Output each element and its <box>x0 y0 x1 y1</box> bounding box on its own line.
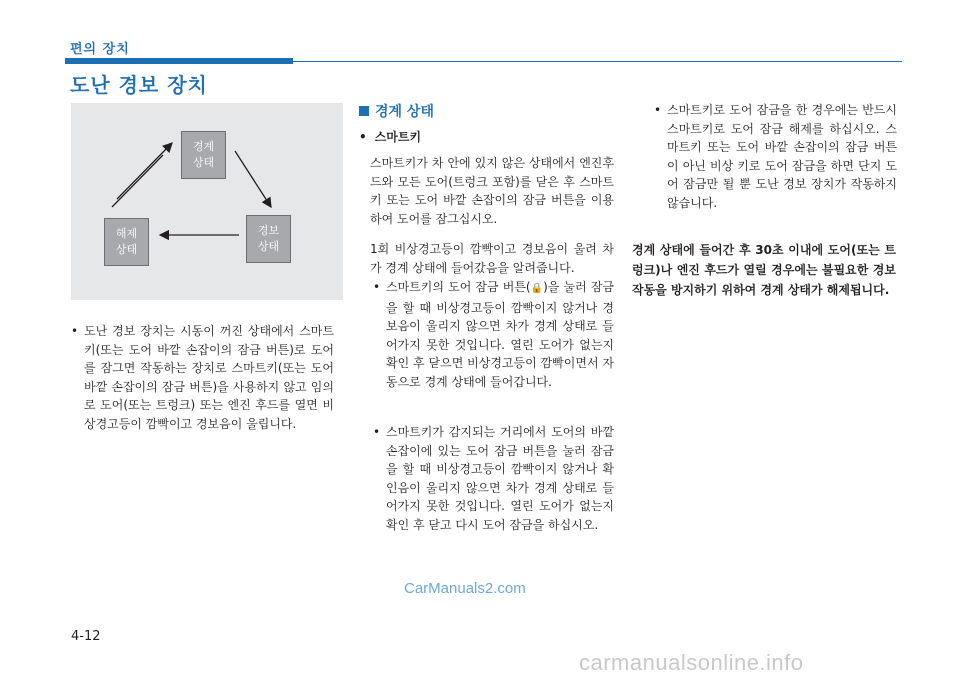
bullet-marker: • <box>373 425 381 439</box>
left-description-text: 도난 경보 장치는 시동이 꺼진 상태에서 스마트키(또는 도어 바깥 손잡이의 잠금 버튼)로 도어를 잠그면 작동하는 장치로 스마트키(또는 도어 바깥 손잡이의 잠금 버튼)을 사용하지 않고 임의로 도어(또는 트렁크) 또는 엔진 후드를 열면 비상경고등이 깜빡이고 경보음이 울립니다. <box>84 324 334 431</box>
watermark-carmanuals2: CarManuals2.com <box>404 580 526 597</box>
bullet-1-text-after: )을 눌러 잠금을 할 때 비상경고등이 깜빡이지 않거나 경보음이 울리지 않으면 차가 경계 상태로 들어가지 못한 것입니다. 열린 도어가 없는지 확인 후 닫으면 비상경고등이 깜빡이면서 자동으로 경계 상태에 들어갑니다. <box>386 280 614 389</box>
page-title: 도난 경보 장치 <box>70 73 208 97</box>
left-description <box>71 322 334 433</box>
square-bullet-icon <box>359 106 369 116</box>
subsection-title: 스마트키 <box>374 130 422 144</box>
arrow-release-to-alarm <box>117 143 172 199</box>
state-warning-box <box>246 215 291 263</box>
smartkey-bullet-1-text <box>386 278 614 391</box>
arrow-alarm-to-release <box>112 155 163 207</box>
state-release-line2: 상태 <box>115 243 138 256</box>
state-warning-line1: 경보 <box>257 224 280 237</box>
bullet-marker: • <box>373 280 381 294</box>
state-alarm-line2: 상태 <box>192 156 215 169</box>
bullet-marker: • <box>654 103 662 117</box>
smartkey-note <box>370 240 614 277</box>
state-alarm-box <box>181 131 226 179</box>
section-title-alarm-state <box>359 101 434 121</box>
alarm-release-warning: 경계 상태에 들어간 후 30초 이내에 도어(또는 트렁크)나 엔진 후드가 열릴 경우에는 불필요한 경보 작동을 방지하기 위하여 경계 상태가 해제됩니다. <box>632 243 896 297</box>
state-release-box <box>104 218 149 266</box>
header-accent-bar <box>65 58 293 64</box>
header-rule <box>293 61 902 62</box>
bullet-1-text-before: 스마트키의 도어 잠금 버튼( <box>386 280 531 294</box>
bullet-marker: • <box>71 324 79 338</box>
page-number: 4-12 <box>71 629 101 644</box>
section-title-text: 경계 상태 <box>375 104 434 120</box>
subsection-smartkey <box>359 128 421 145</box>
state-warning-line2: 상태 <box>257 240 280 253</box>
watermark-carmanualsonline: carmanualsonline.info <box>579 650 804 675</box>
right-bullet-1 <box>654 101 897 212</box>
smartkey-bullet-2-text: 스마트키가 감지되는 거리에서 도어의 바깥 손잡이에 있는 도어 잠금 버튼을 눌러 잠금을 할 때 비상경고등이 깜빡이지 않거나 확인음이 울리지 않으면 차가 경계 상태로 들어가지 못한 것입니다. 열린 도어가 없는지 확인 후 닫고 다시 도어 잠금을 하십시오. <box>386 425 614 532</box>
right-bullet-1-text: 스마트키로 도어 잠금을 한 경우에는 반드시 스마트키로 도어 잠금 해제를 하십시오. 스마트키 또는 도어 바깥 손잡이의 잠금 버튼이 아닌 비상 키로 도어 잠금을 하면 단지 도어 잠금만 될 뿐 도난 경보 장치가 작동하지 않습니다. <box>667 103 897 210</box>
smartkey-bullet-2 <box>373 423 614 534</box>
lock-icon: 🔒 <box>530 283 544 294</box>
smartkey-bullet-1 <box>373 278 614 391</box>
state-release-line1: 해제 <box>115 227 138 240</box>
smartkey-note-text: 1회 비상경고등이 깜빡이고 경보음이 울려 차가 경계 상태에 들어갔음을 알려줍니다. <box>370 242 614 275</box>
smartkey-intro <box>370 154 614 228</box>
header-section-label: 편의 장치 <box>70 42 130 57</box>
bullet-marker: • <box>359 130 367 144</box>
smartkey-intro-text: 스마트키가 차 안에 있지 않은 상태에서 엔진후드와 모든 도어(트렁크 포함)를 닫은 후 스마트키 또는 도어 바깥 손잡이의 잠금 버튼을 이용하여 도어를 잠그십시오. <box>370 156 614 226</box>
state-alarm-line1: 경계 <box>192 140 215 153</box>
state-diagram <box>71 103 343 300</box>
arrow-alarm-to-warning <box>235 151 271 207</box>
